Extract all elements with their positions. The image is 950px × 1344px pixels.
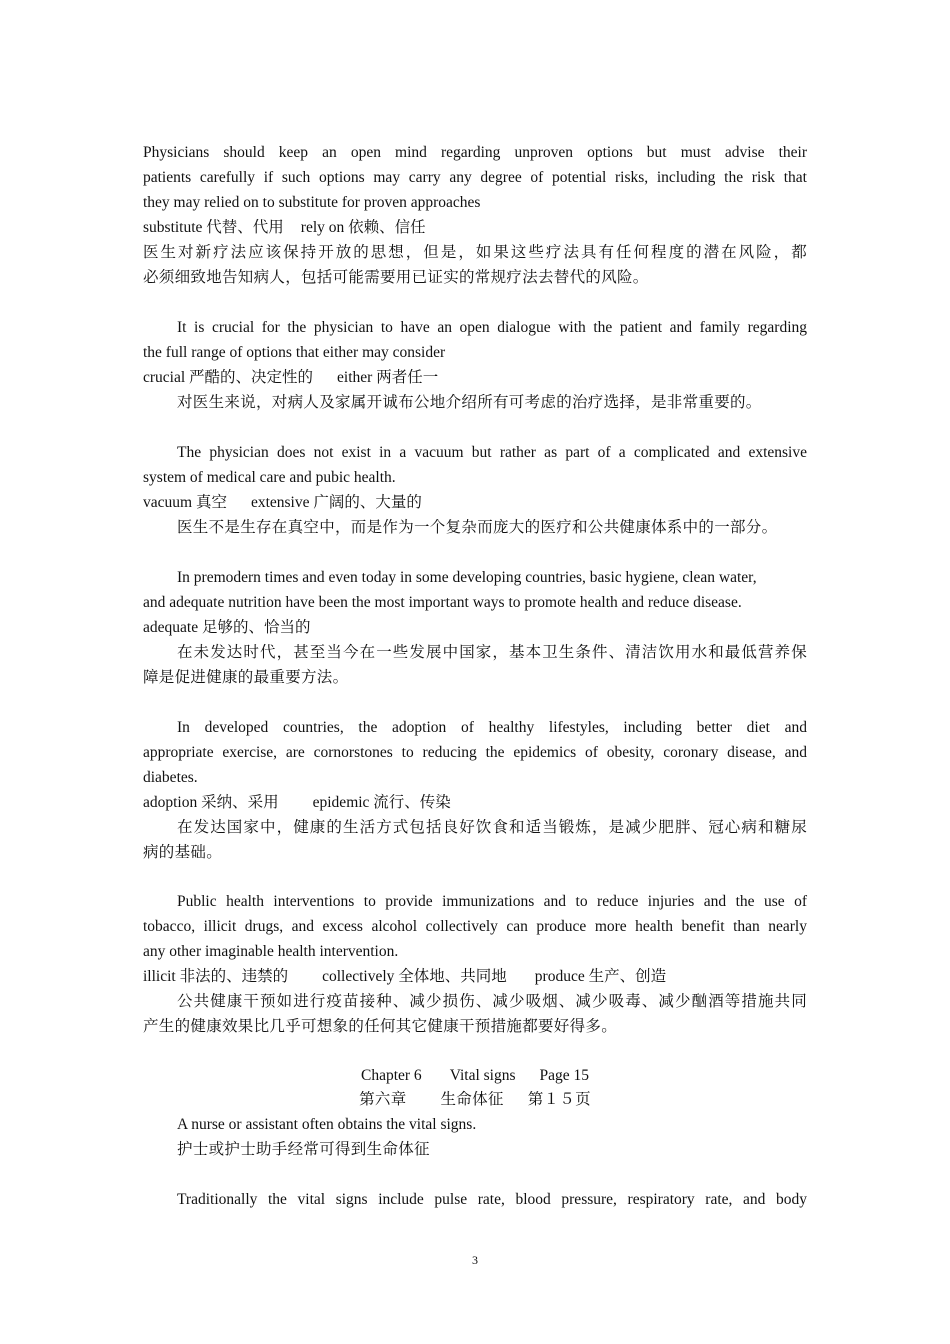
vocab-item: adequate 足够的、恰当的 (143, 619, 311, 636)
para1-en-line1: Physicians should keep an open mind regarding unproven options but must advise their (143, 144, 807, 161)
para5-en-line1: In developed countries, the adoption of healthy lifestyles, including better diet and (177, 719, 807, 736)
para3-en-line2: system of medical care and pubic health. (143, 469, 396, 486)
chapter-number-zh: 第六章 (359, 1091, 407, 1108)
chapter-page-zh: 第１５页 (527, 1091, 591, 1108)
para3-zh-line1: 医生不是生存在真空中，而是作为一个复杂而庞大的医疗和公共健康体系中的一部分。 (177, 519, 778, 536)
para5-zh-line1: 在发达国家中，健康的生活方式包括良好饮食和适当锻炼，是减少肥胖、冠心病和糖尿 (177, 819, 807, 836)
vocab-item: epidemic 流行、传染 (312, 794, 451, 811)
vocab-item: rely on 依赖、信任 (300, 219, 426, 236)
para5-en-line3: diabetes. (143, 769, 198, 786)
para3-en-line1: The physician does not exist in a vacuum but rather as part of a complicated and extensive (177, 444, 807, 461)
vocab-item: either 两者任一 (337, 369, 439, 386)
chapter-title-zh: 生命体征 (440, 1091, 504, 1108)
chapter-heading-en (0, 1066, 950, 1086)
para5-en-line2: appropriate exercise, are cornorstones to reducing the epidemics of obesity, coronary disease, and (143, 744, 807, 761)
vocab-item: crucial 严酷的、决定性的 (143, 369, 314, 386)
para6-zh-line1: 公共健康干预如进行疫苗接种、减少损伤、减少吸烟、减少吸毒、减少酗酒等措施共同 (177, 993, 807, 1010)
para4-zh-line1: 在未发达时代，甚至当今在一些发展中国家，基本卫生条件、清洁饮用水和最低营养保 (177, 644, 807, 661)
vocab-item: vacuum 真空 (143, 494, 227, 511)
para3-vocab (143, 493, 422, 513)
para2-zh-line1: 对医生来说，对病人及家属开诚布公地介绍所有可考虑的治疗选择，是非常重要的。 (177, 394, 762, 411)
vocab-item: adoption 采纳、采用 (143, 794, 279, 811)
para2-en-line1: It is crucial for the physician to have an open dialogue with the patient and family regarding (177, 319, 807, 336)
para6-en-line2: tobacco, illicit drugs, and excess alcohol collectively can produce more health benefit than nearly (143, 918, 807, 935)
para6-en-line1: Public health interventions to provide immunizations and to reduce injuries and the use of (177, 893, 807, 910)
para1-vocab (143, 218, 426, 238)
para5-vocab (143, 793, 451, 813)
para2-vocab (143, 368, 438, 388)
vital-en-line2: Traditionally the vital signs include pulse rate, blood pressure, respiratory rate, and body (177, 1191, 807, 1208)
page-number: 3 (472, 1253, 478, 1267)
para6-zh-line2: 产生的健康效果比几乎可想象的任何其它健康干预措施都要好得多。 (143, 1018, 618, 1035)
para1-zh-line1: 医生对新疗法应该保持开放的思想，但是，如果这些疗法具有任何程度的潜在风险，都 (143, 244, 807, 261)
para4-en-line1: In premodern times and even today in some developing countries, basic hygiene, clean water, (177, 569, 757, 586)
chapter-heading-zh (0, 1090, 950, 1110)
para6-en-line3: any other imaginable health intervention. (143, 943, 399, 960)
para5-zh-line2: 病的基础。 (143, 844, 223, 861)
vocab-item: produce 生产、创造 (534, 968, 667, 985)
vocab-item: extensive 广阔的、大量的 (250, 494, 422, 511)
para6-vocab (143, 967, 666, 987)
vocab-item: collectively 全体地、共同地 (322, 968, 507, 985)
para1-en-line3: they may relied on to substitute for proven approaches (143, 194, 481, 211)
vocab-item: substitute 代替、代用 (143, 219, 284, 236)
chapter-number: Chapter 6 (360, 1067, 422, 1084)
para1-zh-line2: 必须细致地告知病人，包括可能需要用已证实的常规疗法去替代的风险。 (143, 269, 649, 286)
vocab-item: illicit 非法的、违禁的 (143, 968, 289, 985)
para2-en-line2: the full range of options that either may consider (143, 344, 446, 361)
vital-en-line1: A nurse or assistant often obtains the vital signs. (177, 1116, 477, 1133)
para1-en-line2: patients carefully if such options may carry any degree of potential risks, including the risk that (143, 169, 807, 186)
vital-zh-line1: 护士或护士助手经常可得到生命体征 (177, 1141, 430, 1158)
para4-zh-line2: 障是促进健康的最重要方法。 (143, 669, 349, 686)
para4-en-line2: and adequate nutrition have been the most important ways to promote health and reduce disease. (143, 594, 742, 611)
chapter-page: Page 15 (539, 1067, 590, 1084)
chapter-title: Vital signs (449, 1067, 516, 1084)
para4-vocab (143, 618, 310, 638)
